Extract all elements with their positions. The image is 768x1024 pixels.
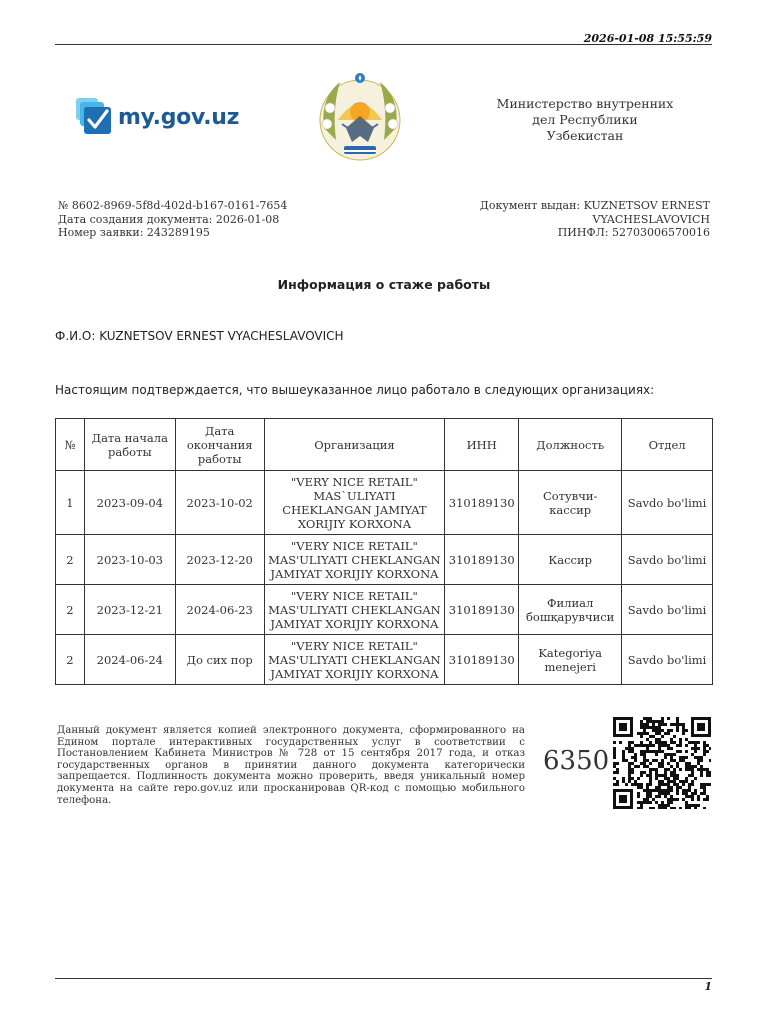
cell-start: 2023-12-21 [84, 585, 175, 635]
issued-to [470, 199, 710, 240]
column-header-department: Отдел [622, 419, 713, 471]
confirmation-text: Настоящим подтверждается, что вышеуказанное лицо работало в следующих организациях: [55, 383, 655, 397]
cell-position: Сотувчи-кассир [519, 471, 622, 535]
column-header-inn: ИНН [445, 419, 519, 471]
verification-code: 6350 [543, 746, 610, 776]
cell-position: Kategoriya menejeri [519, 635, 622, 685]
issued-to-line-1: Документ выдан: KUZNETSOV ERNEST [479, 199, 710, 212]
cell-department: Savdo bo'limi [622, 585, 713, 635]
legal-disclaimer: Данный документ является копией электронного документа, сформированного на Едином портале интерактивных государственных услуг в соответствии с Постановлением Кабинета Министров № 728 от 15 сентября 2017 года, и отказ государственных органов в принятии данного документа категорически запрещается. Подлинность документа можно проверить, введя уникальный номер документа на сайте repo.gov.uz или просканировав QR-код с помощью мобильного телефона. [57, 725, 525, 806]
bottom-divider [55, 978, 712, 979]
cell-inn: 310189130 [445, 585, 519, 635]
cell-end: 2023-10-02 [175, 471, 264, 535]
column-header-organization: Организация [264, 419, 445, 471]
column-header-number: № [56, 419, 85, 471]
cell-start: 2023-10-03 [84, 535, 175, 585]
table-header-row [56, 419, 713, 471]
cell-department: Savdo bo'limi [622, 535, 713, 585]
document-timestamp: 2026-01-08 15:55:59 [583, 32, 712, 45]
ministry-line-1: Министерство внутренних [496, 96, 674, 111]
cell-organization: "VERY NICE RETAIL" MAS`ULIYATI CHEKLANGAN JAMIYAT XORIJIY KORXONA [264, 471, 445, 535]
cell-number: 2 [56, 585, 85, 635]
qr-code-icon[interactable] [613, 717, 711, 809]
document-meta [58, 199, 287, 240]
column-header-end: Дата окончания работы [175, 419, 264, 471]
document-number: № 8602-8969-5f8d-402d-b167-0161-7654 [58, 199, 288, 212]
cell-end: 2023-12-20 [175, 535, 264, 585]
ministry-line-3: Узбекистан [546, 128, 624, 143]
cell-inn: 310189130 [445, 471, 519, 535]
state-emblem-icon [310, 68, 410, 168]
table-row [56, 585, 713, 635]
cell-department: Savdo bo'limi [622, 471, 713, 535]
cell-organization: "VERY NICE RETAIL" MAS'ULIYATI CHEKLANGAN JAMIYAT XORIJIY KORXONA [264, 635, 445, 685]
top-divider [55, 44, 712, 45]
issued-to-line-2: VYACHESLAVOVICH [592, 212, 710, 226]
table-row [56, 535, 713, 585]
column-header-start: Дата начала работы [84, 419, 175, 471]
cell-number: 2 [56, 635, 85, 685]
table-row [56, 471, 713, 535]
mygov-logo[interactable] [76, 98, 239, 136]
page-number: 1 [704, 980, 712, 993]
cell-organization: "VERY NICE RETAIL" MAS'ULIYATI CHEKLANGAN JAMIYAT XORIJIY KORXONA [264, 585, 445, 635]
request-number: Номер заявки: 243289195 [58, 226, 210, 239]
cell-start: 2023-09-04 [84, 471, 175, 535]
cell-end: 2024-06-23 [175, 585, 264, 635]
employment-table [55, 418, 713, 685]
cell-inn: 310189130 [445, 535, 519, 585]
cell-position: Кассир [519, 535, 622, 585]
full-name: Ф.И.О: KUZNETSOV ERNEST VYACHESLAVOVICH [55, 329, 344, 343]
ministry-line-2: дел Республики [532, 112, 638, 127]
cell-inn: 310189130 [445, 635, 519, 685]
table-row [56, 635, 713, 685]
logo-text: my.gov.uz [118, 104, 240, 130]
cell-number: 2 [56, 535, 85, 585]
cell-department: Savdo bo'limi [622, 635, 713, 685]
ministry-name [490, 96, 680, 144]
cell-position: Филиал бошқарувчиси [519, 585, 622, 635]
creation-date: Дата создания документа: 2026-01-08 [58, 212, 280, 226]
pinfl: ПИНФЛ: 52703006570016 [557, 226, 710, 239]
checkbox-logo-icon [76, 98, 112, 136]
cell-end: До сих пор [175, 635, 264, 685]
cell-number: 1 [56, 471, 85, 535]
cell-start: 2024-06-24 [84, 635, 175, 685]
cell-organization: "VERY NICE RETAIL" MAS'ULIYATI CHEKLANGAN JAMIYAT XORIJIY KORXONA [264, 535, 445, 585]
page-title: Информация о стаже работы [277, 277, 491, 292]
column-header-position: Должность [519, 419, 622, 471]
